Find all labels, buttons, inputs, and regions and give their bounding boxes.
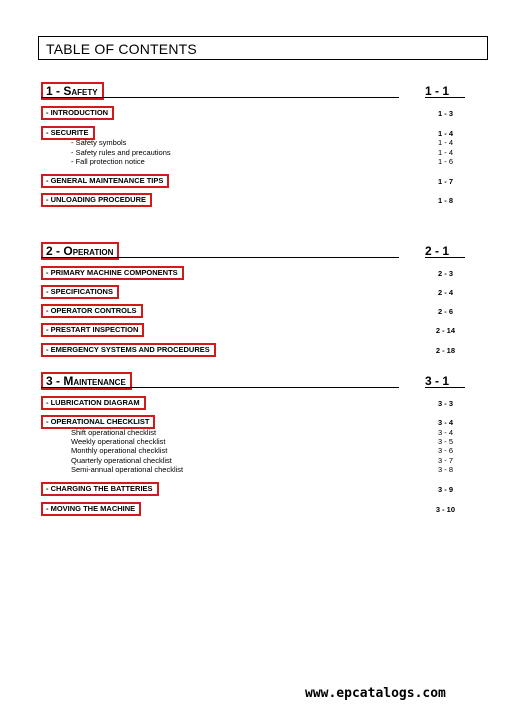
entry-general-maintenance-tips-page: 1 - 7 bbox=[437, 177, 453, 186]
sub-semiannual-checklist-page: 3 - 8 bbox=[437, 465, 453, 474]
sub-safety-symbols-page: 1 - 4 bbox=[437, 138, 453, 147]
sub-fall-protection: - Fall protection notice bbox=[71, 157, 145, 166]
section-3-initial: M bbox=[63, 374, 74, 388]
sub-shift-checklist: Shift operational checklist bbox=[71, 428, 157, 437]
section-1-name: afety bbox=[71, 84, 98, 98]
section-1-rule bbox=[41, 97, 399, 98]
entry-primary-machine-components-page: 2 - 3 bbox=[437, 269, 453, 278]
sub-monthly-checklist-page: 3 - 6 bbox=[437, 446, 453, 455]
entry-lubrication-diagram[interactable]: - LUBRICATION DIAGRAM bbox=[41, 396, 146, 410]
entry-moving-machine-page: 3 - 10 bbox=[435, 505, 455, 514]
sub-quarterly-checklist: Quarterly operational checklist bbox=[71, 456, 172, 465]
toc-title: TABLE OF CONTENTS bbox=[46, 41, 197, 57]
sub-weekly-checklist-page: 3 - 5 bbox=[437, 437, 453, 446]
section-1-number: 1 - bbox=[46, 84, 64, 98]
entry-operator-controls-page: 2 - 6 bbox=[437, 307, 453, 316]
footer-url[interactable]: www.epcatalogs.com bbox=[305, 686, 446, 701]
entry-operational-checklist[interactable]: - OPERATIONAL CHECKLIST bbox=[41, 415, 155, 429]
entry-securite-page: 1 - 4 bbox=[437, 129, 453, 138]
toc-header-box bbox=[38, 36, 488, 60]
section-2-name: peration bbox=[72, 244, 114, 258]
section-3-page: 3 - 1 bbox=[425, 374, 450, 388]
section-3-name: aintenance bbox=[73, 374, 126, 388]
section-1-page: 1 - 1 bbox=[425, 84, 450, 98]
section-3-number: 3 - bbox=[46, 374, 64, 388]
section-3-rule bbox=[41, 387, 399, 388]
sub-safety-rules: - Safety rules and precautions bbox=[71, 148, 171, 157]
entry-unloading-procedure-page: 1 - 8 bbox=[437, 196, 453, 205]
entry-charging-batteries-page: 3 - 9 bbox=[437, 485, 453, 494]
entry-general-maintenance-tips[interactable]: - GENERAL MAINTENANCE TIPS bbox=[41, 174, 169, 188]
entry-operational-checklist-page: 3 - 4 bbox=[437, 418, 453, 427]
section-2-initial: O bbox=[63, 244, 73, 258]
sub-semiannual-checklist: Semi-annual operational checklist bbox=[71, 465, 184, 474]
entry-prestart-inspection[interactable]: - PRESTART INSPECTION bbox=[41, 323, 144, 337]
entry-emergency-systems-page: 2 - 18 bbox=[435, 346, 455, 355]
entry-prestart-inspection-page: 2 - 14 bbox=[435, 326, 455, 335]
section-2-page: 2 - 1 bbox=[425, 244, 450, 258]
entry-specifications-page: 2 - 4 bbox=[437, 288, 453, 297]
entry-specifications[interactable]: - SPECIFICATIONS bbox=[41, 285, 119, 299]
entry-emergency-systems[interactable]: - EMERGENCY SYSTEMS AND PROCEDURES bbox=[41, 343, 216, 357]
entry-unloading-procedure[interactable]: - UNLOADING PROCEDURE bbox=[41, 193, 152, 207]
sub-shift-checklist-page: 3 - 4 bbox=[437, 428, 453, 437]
entry-introduction[interactable]: - INTRODUCTION bbox=[41, 106, 114, 120]
sub-quarterly-checklist-page: 3 - 7 bbox=[437, 456, 453, 465]
entry-securite[interactable]: - SECURITE bbox=[41, 126, 95, 140]
section-1-initial: S bbox=[63, 84, 72, 98]
section-2-number: 2 - bbox=[46, 244, 64, 258]
sub-fall-protection-page: 1 - 6 bbox=[437, 157, 453, 166]
entry-introduction-page: 1 - 3 bbox=[437, 109, 453, 118]
sub-weekly-checklist: Weekly operational checklist bbox=[71, 437, 166, 446]
entry-operator-controls[interactable]: - OPERATOR CONTROLS bbox=[41, 304, 143, 318]
section-2-rule bbox=[41, 257, 399, 258]
sub-monthly-checklist: Monthly operational checklist bbox=[71, 446, 168, 455]
entry-primary-machine-components[interactable]: - PRIMARY MACHINE COMPONENTS bbox=[41, 266, 184, 280]
entry-charging-batteries[interactable]: - CHARGING THE BATTERIES bbox=[41, 482, 159, 496]
entry-lubrication-diagram-page: 3 - 3 bbox=[437, 399, 453, 408]
sub-safety-rules-page: 1 - 4 bbox=[437, 148, 453, 157]
sub-safety-symbols: - Safety symbols bbox=[71, 138, 127, 147]
entry-moving-machine[interactable]: - MOVING THE MACHINE bbox=[41, 502, 141, 516]
